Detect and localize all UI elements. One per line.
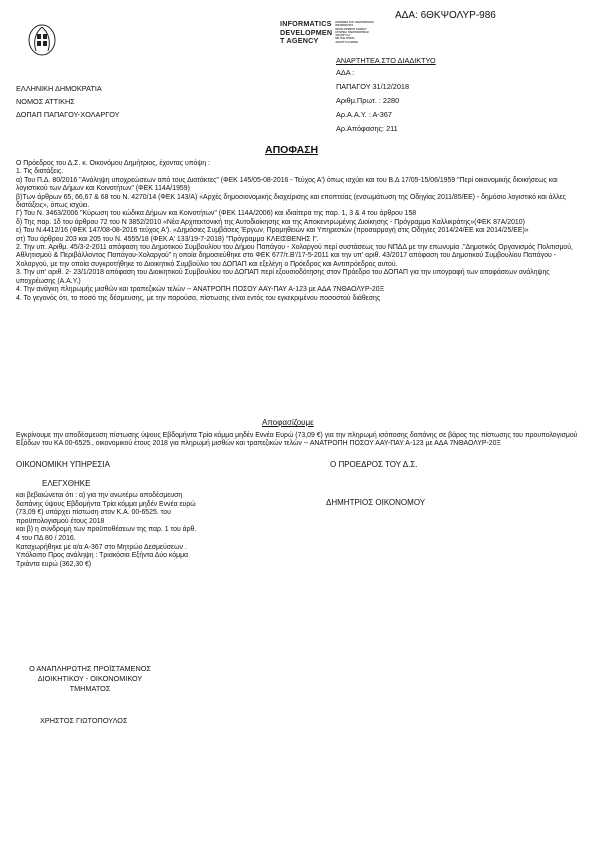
consideration-item: α) Του Π.Δ. 80/2016 "Ανάληψη υποχρεώσεων από τους Διατάκτες" (ΦΕΚ 145/05-08-2016 - Τεύχος Α') όπως ισχύει και του Β.Δ 17/05-15/06/1959 "Περί οικονομικής διοικήσεως και λογιστικού των Δήμων και Κοινοτήτων" (ΦΕΚ 114Α/1959) bbox=[16, 176, 558, 193]
deputy-title-line: Ο ΑΝΑΠΛΗΡΩΤΗΣ ΠΡΟΪΣΤΑΜΕΝΟΣ bbox=[29, 664, 151, 673]
consideration-item: 4. Την ανάγκη πληρωμής μισθών και τραπεζικών τελών -- ΑΝΑΤΡΟΠΗ ΠΟΣΟΥ ΑΑΥ-ΠΑΥ Α-123 με ΑΔΑ 7ΝΘΑΟΛΥΡ-20Ξ bbox=[16, 286, 385, 294]
decide-heading: Αποφασίζουμε bbox=[262, 418, 314, 427]
logo-fineprint: ΚΟΙΝΩΝΙΑ ΤΗΣ ΠΛΗΡΟΦΟΡΙΑΣ INFORMATICS DEVELOPMENT AGENCY ΕΤΑΙΡΕΙΑ ΠΛΗΡΟΦΟΡΙΚΗΣ ΑΝΑΠΤΥΞΗ ΜΕ ΤΗΝ ΟΠΟΙΑ ΑΝΑΠΤΥΞΗ ΘΕΜΑ bbox=[335, 21, 374, 44]
consideration-item: στ) Του άρθρου 203 και 205 του Ν. 4555/18 (ΦΕΚ Α' 133/19-7-2018) "Πρόγραμμα ΚΛΕΙΣΘΕΝΗΣ Ι". bbox=[16, 235, 319, 243]
ada-field: ΑΔΑ : bbox=[336, 68, 355, 77]
certification-line: Τριάντα ευρώ (362,30 €) bbox=[16, 560, 92, 568]
consideration-item: β)Των άρθρων 65, 66,67 & 68 του Ν. 4270/14 (ΦΕΚ 143/Α) «Αρχές δημοσιονομικής διαχείρισης και εποπτείας (ενσωμάτωση της Οδηγίας 2011/85/ΕΕ) - δημόσιο λογιστικό και άλλες διατάξεις», όπως ισχύει. bbox=[16, 193, 566, 210]
org-lines bbox=[16, 84, 120, 120]
certification-line: Υπόλοιπο Προς ανάληψη : Τριακόσια Εξήντα Δύο κόμμα bbox=[16, 552, 189, 560]
intro-text: Ο Πρόεδρος του Δ.Σ. κ. Οικονόμου Δημήτριος, έχοντας υπόψη : bbox=[16, 160, 210, 167]
posted-online-label: ΑΝΑΡΤΗΤΕΑ ΣΤΟ ΔΙΑΔΙΚΤΥΟ bbox=[336, 56, 436, 65]
greek-emblem-icon bbox=[28, 24, 56, 56]
deputy-head-title bbox=[20, 664, 160, 694]
president-title: Ο ΠΡΟΕΔΡΟΣ ΤΟΥ Δ.Σ. bbox=[330, 460, 418, 469]
logo-line: T AGENCY bbox=[280, 36, 319, 46]
consideration-item: 2. Την υπ. Αριθμ. 45/3-2-2011 απόφαση του Δημοτικού Συμβουλίου του Δήμου Παπάγου - Χολαργού περί συστάσεως του ΝΠΔΔ με την επωνυμία ."Δημοτικός Οργανισμός Πολιτισμού, Αθλητισμού & Περιβάλλοντος Παπάγου-Χολαργού" η οποία δημοσιεύθηκε στο ΦΕΚ 677/τ.Β'/17-5-2011 και την υπ' αριθ. 43/2017 απόφαση του Δημοτικού Συμβουλίου Παπάγου - Χολαργού, με την οποία συγκροτήθηκε το Διοικητικό Συμβούλιο του ΔΟΠΑΠ και εξελέγη ο Πρόεδρος και Αντιπρόεδρος αυτού. bbox=[16, 244, 573, 268]
consideration-item: 3. Την υπ' αριθ. 2- 23/1/2018 απόφαση του Διοικητικού Συμβουλίου του ΔΟΠΑΠ περί εξουσιοδότησης στον Πρόεδρο του ΔΟΠΑΠ για την υπογραφή των αποφάσεων ανάληψης υποχρέωσης (Α.Α.Υ.) bbox=[16, 269, 550, 285]
deputy-title-line: ΔΙΟΙΚΗΤΙΚΟΥ - ΟΙΚΟΝΟΜΙΚΟΥ bbox=[37, 674, 143, 683]
protocol-number: Αριθμ.Πρωτ. : 2280 bbox=[336, 96, 400, 105]
consideration-item: 1. Τις διατάξεις. bbox=[16, 168, 64, 176]
finance-service-label: ΟΙΚΟΝΟΜΙΚΗ ΥΠΗΡΕΣΙΑ bbox=[16, 460, 110, 469]
ada-code-top: ΑΔΑ: 6ΘΚΨΟΛΥΡ-986 bbox=[395, 10, 496, 21]
doc-title: ΑΠΟΦΑΣΗ bbox=[265, 144, 319, 156]
president-name: ΔΗΜΗΤΡΙΟΣ ΟΙΚΟΝΟΜΟΥ bbox=[326, 498, 426, 507]
consideration-item: ε) Του Ν.4412/16 (ΦΕΚ 147/08-08-2016 τεύχος Α'). «Δημόσιες Συμβάσεις Έργων, Προμηθειών και Υπηρεσιών (προσαρμογή στις Οδηγίες 2014/24/ΕΕ και 2014/25/ΕΕ)» bbox=[16, 227, 529, 235]
decision-text: Εγκρίνουμε την αποδέσμευση πίστωσης ύψους Εβδομήντα Τρία κόμμα μηδέν Εννέα Ευρώ (73,09 €) για την πληρωμή ισόποσης δαπάνης σε βάρος της πίστωσης του προυπολογισμού Εξόδων του ΚΑ 00-6525., οικονομικού έτους 2018 για πληρωμή μισθών και τραπεζικών τελών -- ΑΝΑΤΡΟΠΗ ΠΟΣΟΥ ΑΑΥ-ΠΑΥ Α-123 με ΑΔΑ 7ΝΘΑΟΛΥΡ-20Ξ bbox=[16, 432, 578, 448]
certification-line: και βεβαιώνεται ότι : α) για την ανωτέρω αποδέσμευση bbox=[16, 492, 183, 499]
deputy-head-name: ΧΡΗΣΤΟΣ ΓΙΩΤΟΠΟΥΛΟΣ bbox=[40, 716, 128, 725]
consideration-item: Γ) Του Ν. 3463/2006 "Κύρωση του κώδικα Δήμων και Κοινοτήτων" (ΦΕΚ 114Α/2006) και ιδιαίτερα της παρ. 1, 3 & 4 του άρθρου 158 bbox=[16, 210, 417, 218]
org-country: ΕΛΛΗΝΙΚΗ ΔΗΜΟΚΡΑΤΙΑ bbox=[16, 84, 102, 93]
doc-meta bbox=[336, 68, 409, 134]
certification-line: (73,09 €) υπάρχει πίστωση στον Κ.Α. 00-6525. του bbox=[16, 509, 171, 517]
checked-label: ΕΛΕΓΧΘΗΚΕ bbox=[42, 479, 91, 488]
finance-certification bbox=[16, 492, 196, 569]
aay-number: Αρ.Α.Α.Υ. : Α-367 bbox=[336, 110, 392, 119]
certification-line: δαπάνης ύψους Εβδομήντα Τρία κόμμα μηδέν Εννέα ευρώ bbox=[16, 500, 196, 508]
logo-line: DEVELOPMEN bbox=[280, 27, 333, 37]
org-prefecture: ΝΟΜΟΣ ΑΤΤΙΚΗΣ bbox=[16, 97, 75, 106]
certification-line: 4 του ΠΔ 80 / 2016. bbox=[16, 534, 76, 542]
consideration-item: δ) Της παρ. 1δ του άρθρου 72 του Ν 3852/2010 «Νέα Αρχιτεκτονική της Αυτοδιοίκησης και της Αποκεντρωμένης Διοίκησης - Πρόγραμμα Καλλικράτης»(ΦΕΚ 87Α/2010) bbox=[16, 218, 525, 226]
certification-line: προϋπολογισμού έτους 2018 bbox=[16, 517, 105, 525]
org-name: ΔΟΠΑΠ ΠΑΠΑΓΟΥ-ΧΟΛΑΡΓΟΥ bbox=[16, 110, 120, 119]
deputy-title-line: ΤΜΗΜΑΤΟΣ bbox=[69, 684, 111, 693]
decision-block bbox=[16, 432, 582, 449]
logo-line: INFORMATICS bbox=[280, 19, 332, 28]
decision-number: Αρ.Απόφασης: 211 bbox=[336, 124, 398, 133]
considerations-block bbox=[16, 160, 582, 303]
certification-line: Καταχωρήθηκε με α/α Α-367 στο Μητρώο Δεσμεύσεων . bbox=[16, 543, 187, 551]
doc-date: ΠΑΠΑΓΟΥ 31/12/2018 bbox=[336, 82, 410, 91]
informatics-agency-logo bbox=[280, 20, 377, 46]
consideration-item: 4. Το γεγονός ότι, το ποσό της δέσμευσης, με την παρούσα, πίστωσης είναι εντός του εγκεκριμένου ποσοστού διάθεσης bbox=[16, 294, 381, 302]
certification-line: και β) η συνδρομή των προϋποθέσεων της παρ. 1 του άρθ. bbox=[16, 526, 197, 534]
